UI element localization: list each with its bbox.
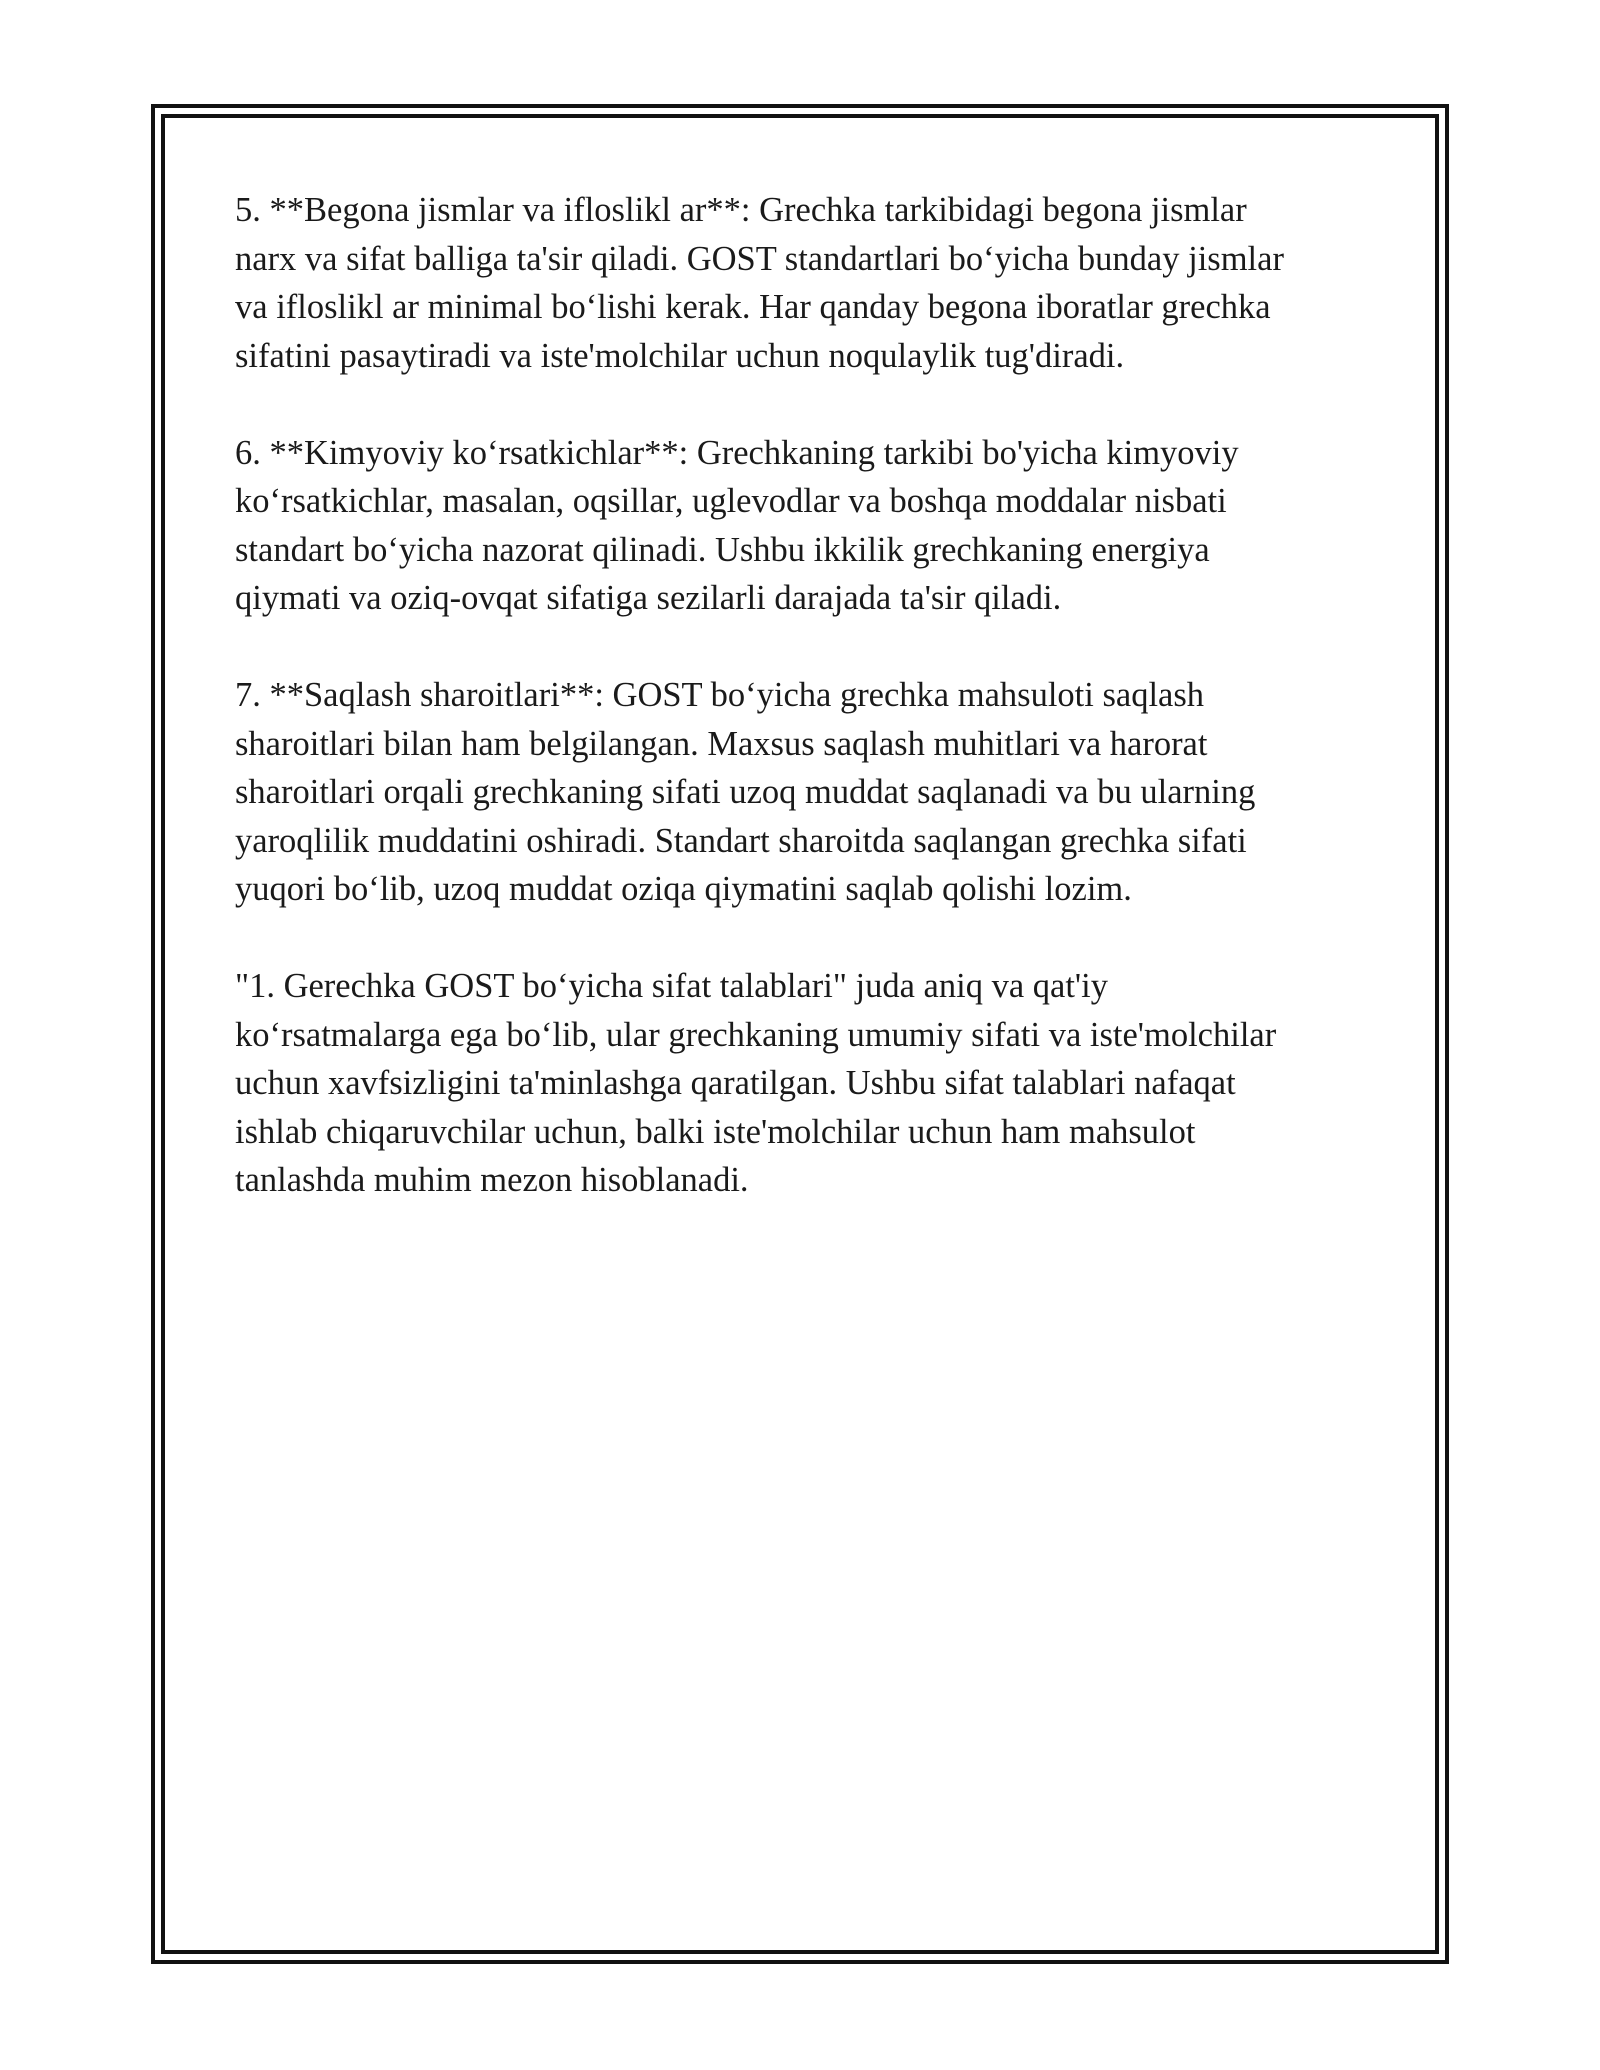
text-line: ko‘rsatkichlar, masalan, oqsillar, uglevodlar va boshqa moddalar nisbati [235,482,1227,520]
text-line: tanlashda muhim mezon hisoblanadi. [235,1161,749,1199]
text-line: narx va sifat balliga ta'sir qiladi. GOST standartlari bo‘yicha bunday jismlar [235,239,1284,278]
text-line: yuqori bo‘lib, uzoq muddat oziqa qiymatini saqlab qolishi lozim. [235,870,1132,908]
text-line: 7. **Saqlash sharoitlari**: GOST bo‘yicha grechka mahsuloti saqlash [235,676,1205,714]
text-line: 5. **Begona jismlar va ifloslikl ar**: Grechka tarkibidagi begona jismlar [235,191,1247,229]
text-line: sharoitlari bilan ham belgilangan. Maxsus saqlash muhitlari va harorat [235,724,1208,763]
text-line: uchun xavfsizligini ta'minlashga qaratilgan. Ushbu sifat talablari nafaqat [235,1064,1236,1102]
text-line: yaroqlilik muddatini oshiradi. Standart sharoitda saqlangan grechka sifati [235,821,1247,860]
paragraph-saqlash-sharoitlari [235,671,1365,914]
paragraph-kimyoviy-korsatkichlar [235,429,1365,623]
text-line: va ifloslikl ar minimal bo‘lishi kerak. Har qanday begona iboratlar grechka [235,288,1271,326]
text-line: "1. Gerechka GOST bo‘yicha sifat talablari" juda aniq va qat'iy [235,967,1108,1005]
text-line: sharoitlari orqali grechkaning sifati uzoq muddat saqlanadi va bu ularning [235,773,1256,811]
text-line: qiymati va oziq-ovqat sifatiga sezilarli darajada ta'sir qiladi. [235,579,1062,617]
text-line: ko‘rsatmalarga ega bo‘lib, ular grechkaning umumiy sifati va iste'molchilar [235,1015,1277,1054]
text-line: ishlab chiqaruvchilar uchun, balki iste'molchilar uchun ham mahsulot [235,1112,1196,1151]
paragraph-begona-jismlar [235,186,1365,380]
document-body [235,186,1365,1253]
text-line: sifatini pasaytiradi va iste'molchilar uchun noqulaylik tug'diradi. [235,336,1125,375]
paragraph-sifat-talablari-summary [235,962,1365,1205]
text-line: 6. **Kimyoviy ko‘rsatkichlar**: Grechkaning tarkibi bo'yicha kimyoviy [235,433,1239,472]
text-line: standart bo‘yicha nazorat qilinadi. Ushbu ikkilik grechkaning energiya [235,530,1210,569]
